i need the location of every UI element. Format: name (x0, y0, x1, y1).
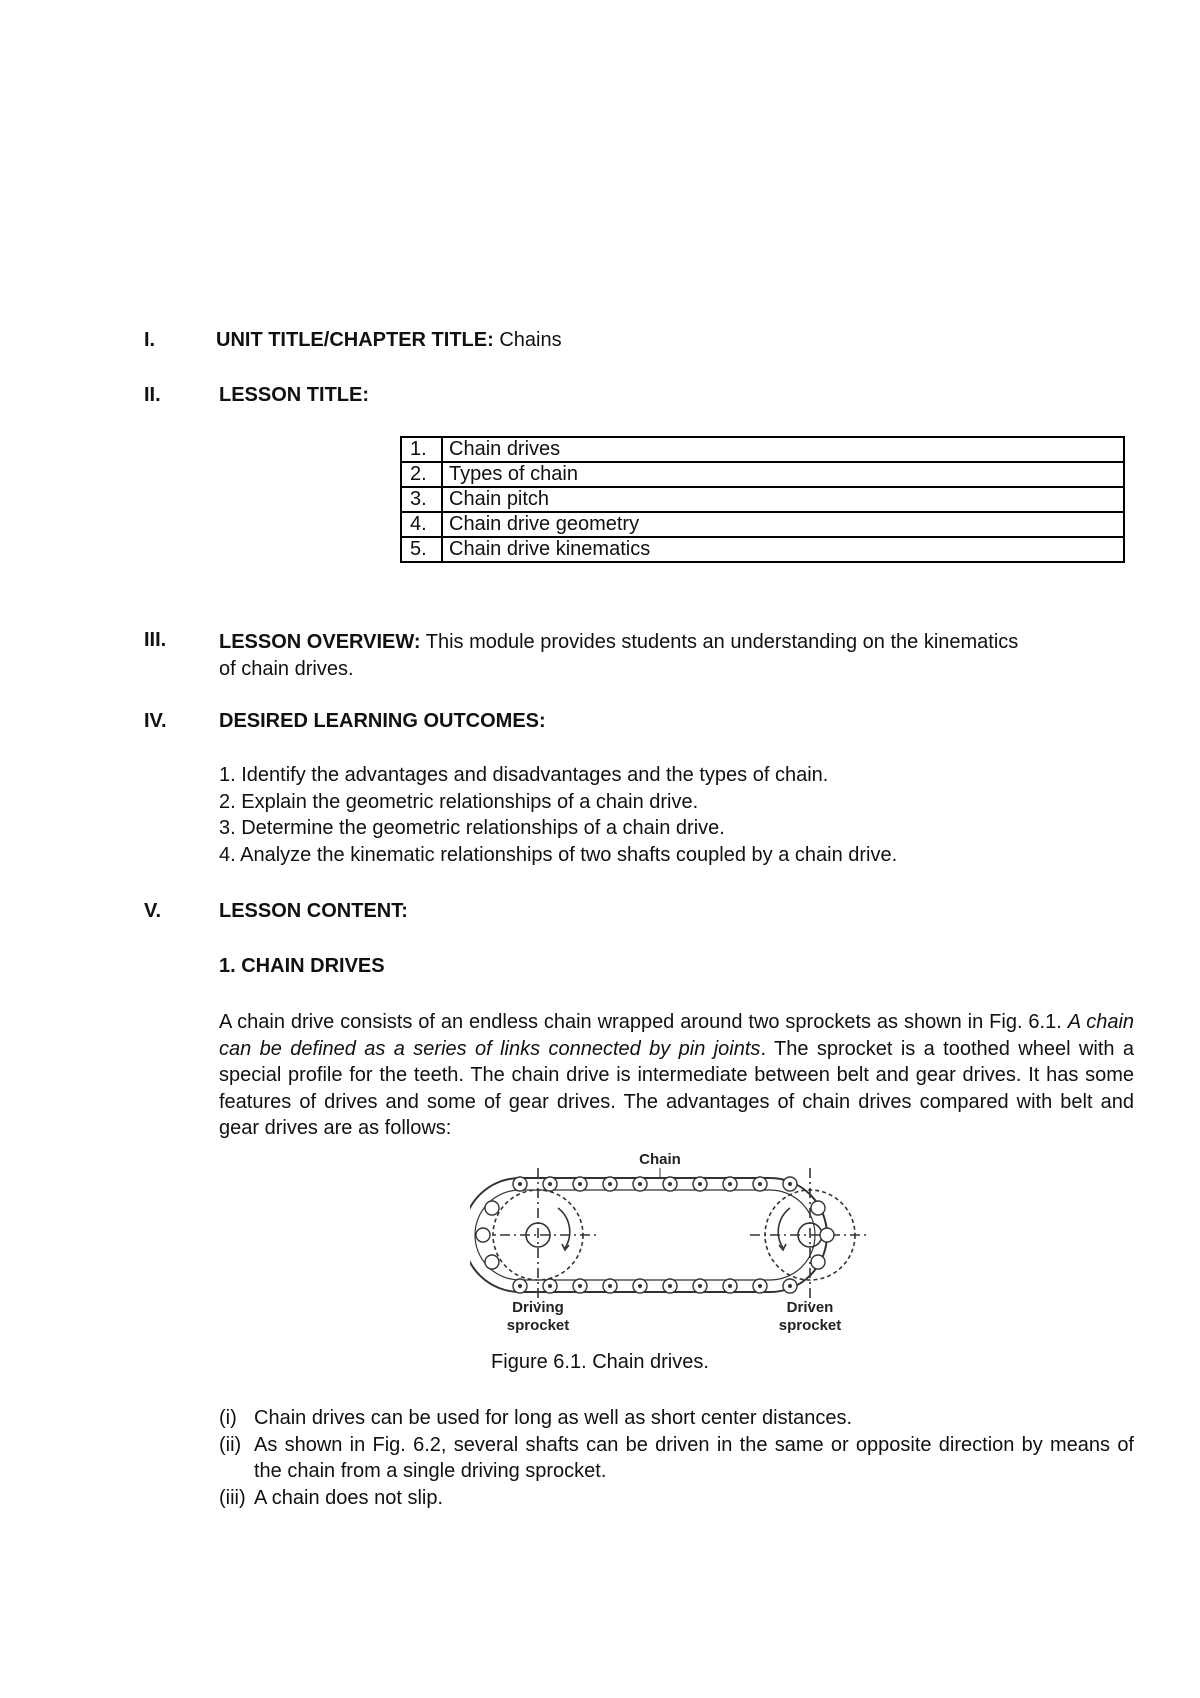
paragraph-text: A chain drive consists of an endless chain wrapped around two sprockets as shown in Fig. 6.1. (219, 1011, 1068, 1033)
list-item: 2. Explain the geometric relationships of a chain drive. (219, 790, 699, 813)
table-row (401, 437, 1124, 462)
label-driving-sprocket: sprocket (506, 1317, 570, 1333)
row-number: 5. (401, 537, 442, 562)
row-number: 1. (401, 437, 442, 462)
row-title: Chain drives (442, 437, 1124, 462)
figure-caption: Figure 6.1. Chain drives. (491, 1351, 709, 1373)
section-number: II. (144, 384, 161, 406)
section-number: V. (144, 900, 162, 922)
lesson-title-label: LESSON TITLE: (219, 384, 369, 406)
list-marker: (iii) (219, 1486, 246, 1509)
list-item (219, 1485, 1134, 1512)
overview-text-line2: of chain drives. (219, 657, 354, 680)
row-title: Chain drive geometry (442, 512, 1124, 537)
section-number: III. (144, 629, 167, 651)
table-row (401, 487, 1124, 512)
row-title: Chain pitch (442, 487, 1124, 512)
list-item: 4. Analyze the kinematic relationships of two shafts coupled by a chain drive. (219, 843, 898, 866)
lesson-title-table (400, 436, 1125, 563)
row-title: Chain drive kinematics (442, 537, 1124, 562)
table-row (401, 512, 1124, 537)
list-item: 1. Identify the advantages and disadvantages and the types of chain. (219, 764, 829, 786)
label-driven-sprocket: sprocket (778, 1317, 842, 1333)
table-row (401, 462, 1124, 487)
row-title: Types of chain (442, 462, 1124, 487)
label-driven: Driven (786, 1299, 834, 1316)
list-text: As shown in Fig. 6.2, several shafts can be driven in the same or opposite direction by means of the chain from a single driving sprocket. (254, 1433, 1134, 1482)
outcomes-list (219, 762, 1134, 868)
row-number: 3. (401, 487, 442, 512)
list-marker: (ii) (219, 1433, 242, 1456)
overview-label: LESSON OVERVIEW: (219, 631, 421, 653)
advantages-list (219, 1405, 1134, 1511)
unit-title-value: Chains (493, 329, 562, 351)
list-item: 3. Determine the geometric relationships of a chain drive. (219, 817, 725, 839)
section-number: I. (144, 329, 156, 351)
chain-drives-heading: 1. CHAIN DRIVES (219, 955, 385, 977)
list-text: Chain drives can be used for long as well as short center distances. (254, 1407, 853, 1429)
chain-drives-paragraph (219, 1009, 1134, 1142)
chain-drives-heading-wrap (219, 955, 1134, 978)
paragraph-text: . The sprocket is a toothed wheel with a special profile for the teeth. The chain drive is intermediate between belt and gear drives. It has some features of drives and some of gear drives. The advantages of chain drives compared with belt and gear drives are as follows: (219, 1037, 1135, 1139)
unit-title-label: UNIT TITLE/CHAPTER TITLE: (216, 329, 494, 351)
list-text: A chain does not slip. (254, 1486, 444, 1509)
chain-definition: A chain can be defined as a series of links connected by pin joints (219, 1011, 1135, 1060)
chain-drive-figure (470, 1148, 890, 1333)
section-number: IV. (144, 710, 167, 732)
label-driving: Driving (512, 1299, 564, 1316)
list-item (219, 1405, 1134, 1432)
row-number: 4. (401, 512, 442, 537)
overview-text: This module provides students an understanding on the kinematics (420, 631, 1019, 653)
table-row (401, 537, 1124, 562)
list-item (219, 1432, 1134, 1485)
list-marker: (i) (219, 1407, 237, 1429)
label-chain: Chain (639, 1151, 681, 1168)
row-number: 2. (401, 462, 442, 487)
content-label: LESSON CONTENT: (219, 900, 408, 922)
outcomes-label: DESIRED LEARNING OUTCOMES: (219, 710, 546, 732)
